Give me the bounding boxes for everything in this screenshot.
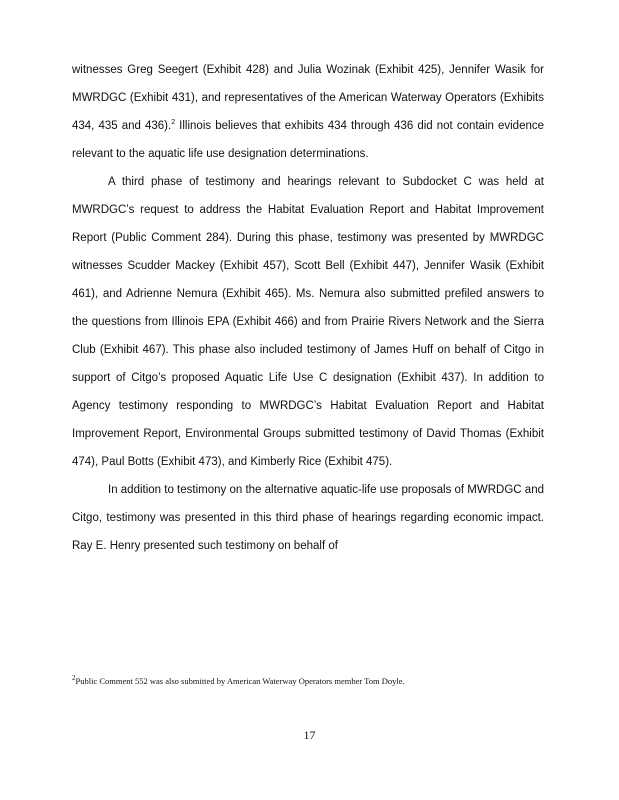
paragraph-2: A third phase of testimony and hearings relevant to Subdocket C was held at MWRDGC’s request to address the Habitat Evaluation Report and Habitat Improvement Report (Public Comment 284). During this phase, testimony was presented by MWRDGC witnesses Scudder Mackey (Exhibit 457), Scott Bell (Exhibit 447), Jennifer Wasik (Exhibit 461), and Adrienne Nemura (Exhibit 465). Ms. Nemura also submitted prefiled answers to the questions from Illinois EPA (Exhibit 466) and from Prairie Rivers Network and the Sierra Club (Exhibit 467). This phase also included testimony of James Huff on behalf of Citgo in support of Citgo’s proposed Aquatic Life Use C designation (Exhibit 437). In addition to Agency testimony responding to MWRDGC’s Habitat Evaluation Report and Habitat Improvement Report, Environmental Groups submitted testimony of David Thomas (Exhibit 474), Paul Botts (Exhibit 473), and Kimberly Rice (Exhibit 475). bbox=[72, 176, 544, 468]
paragraph-3: In addition to testimony on the alternative aquatic-life use proposals of MWRDGC and Citgo, testimony was presented in this third phase of hearings regarding economic impact. Ray E. Henry presented such testimony on behalf of bbox=[72, 484, 544, 552]
paragraph-1-text-b: Illinois believes that exhibits 434 through 436 did not contain evidence relevant to the aquatic life use designation determinations. bbox=[72, 120, 545, 160]
paragraph-1-text-a: witnesses Greg Seegert (Exhibit 428) and Julia Wozinak (Exhibit 425), Jennifer Wasik for MWRDGC (Exhibit 431), and representatives of the American Waterway Operators (Exhibits 434, 435 and 436). bbox=[72, 64, 544, 132]
paragraph-continuation bbox=[72, 56, 544, 168]
body-text bbox=[72, 56, 544, 560]
footnote-reference[interactable]: 2 bbox=[171, 119, 176, 127]
footnote-text: Public Comment 552 was also submitted by American Waterway Operators member Tom Doyle. bbox=[75, 676, 405, 686]
footnote-number: 2 bbox=[72, 674, 76, 683]
page-number: 17 bbox=[303, 728, 316, 742]
footnote bbox=[72, 674, 544, 688]
